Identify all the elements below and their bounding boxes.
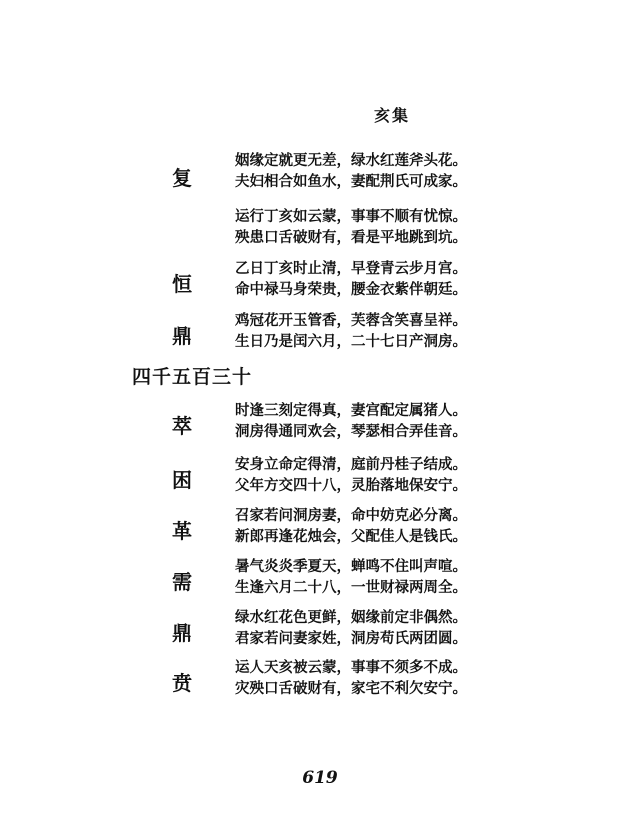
- verse-line: 新郎再逢花烛会，父配佳人是钱氏。: [235, 528, 467, 545]
- verse-line: 暑气炎炎季夏天，蝉鸣不住叫声喧。: [235, 558, 467, 575]
- verse-line: 安身立命定得清，庭前丹桂子结成。: [235, 456, 467, 473]
- verse-line: 君家若问妻家姓，洞房苟氏两团圆。: [235, 630, 467, 647]
- entry-label: 恒: [172, 272, 192, 296]
- verse-line: 殃患口舌破财有，看是平地跳到坑。: [235, 229, 467, 246]
- verse-line: 召家若问洞房妻，命中妨克必分离。: [235, 507, 467, 524]
- entry-label: 鼎: [172, 324, 192, 348]
- verse-line: 运行丁亥如云蒙，事事不顺有忧惊。: [235, 208, 467, 225]
- entry-verses: [235, 400, 467, 442]
- verse-line: 洞房得通同欢会，琴瑟相合弄佳音。: [235, 423, 467, 440]
- entry-label: 萃: [172, 414, 192, 438]
- page-header: 亥集: [374, 106, 411, 125]
- verse-line: 夫妇相合如鱼水，妻配荆氏可成家。: [235, 173, 467, 190]
- verse-line: 绿水红花色更鲜，姻缘前定非偶然。: [235, 609, 467, 626]
- verse-line: 命中禄马身荣贵，腰金衣紫伴朝廷。: [235, 281, 467, 298]
- verse-line: 生逢六月二十八，一世财禄两周全。: [235, 579, 467, 596]
- entry-verses: [235, 454, 467, 496]
- verse-line: 运人天亥被云蒙，事事不须多不成。: [235, 659, 467, 676]
- entry-verses: [235, 310, 467, 352]
- entry-label: 复: [172, 166, 192, 190]
- verse-line: 姻缘定就更无差，绿水红莲斧头花。: [235, 152, 467, 169]
- entry-label: 贲: [172, 671, 192, 695]
- entry-label: 鼎: [172, 621, 192, 645]
- entry-label: 需: [172, 570, 192, 594]
- entry-verses: [235, 258, 467, 300]
- section-title: 四千五百三十: [132, 366, 253, 388]
- verse-line: 鸡冠花开玉管香，芙蓉含笑喜呈祥。: [235, 312, 467, 329]
- entry-label: 困: [172, 468, 192, 492]
- verse-line: 乙日丁亥时止清，早登青云步月宫。: [235, 260, 467, 277]
- verse-line: 生日乃是闰六月，二十七日产洞房。: [235, 333, 467, 350]
- entry-verses: [235, 657, 467, 699]
- entry-verses: [235, 607, 467, 649]
- entry-label: 革: [172, 519, 192, 543]
- entry-verses: [235, 206, 467, 248]
- verse-line: 父年方交四十八，灵胎落地保安宁。: [235, 477, 467, 494]
- verse-line: 灾殃口舌破财有，家宅不利欠安宁。: [235, 680, 467, 697]
- verse-line: 时逢三刻定得真，妻宫配定属猪人。: [235, 402, 467, 419]
- entry-verses: [235, 556, 467, 598]
- entry-verses: [235, 150, 467, 192]
- entry-verses: [235, 505, 467, 547]
- page-number: 619: [302, 768, 338, 788]
